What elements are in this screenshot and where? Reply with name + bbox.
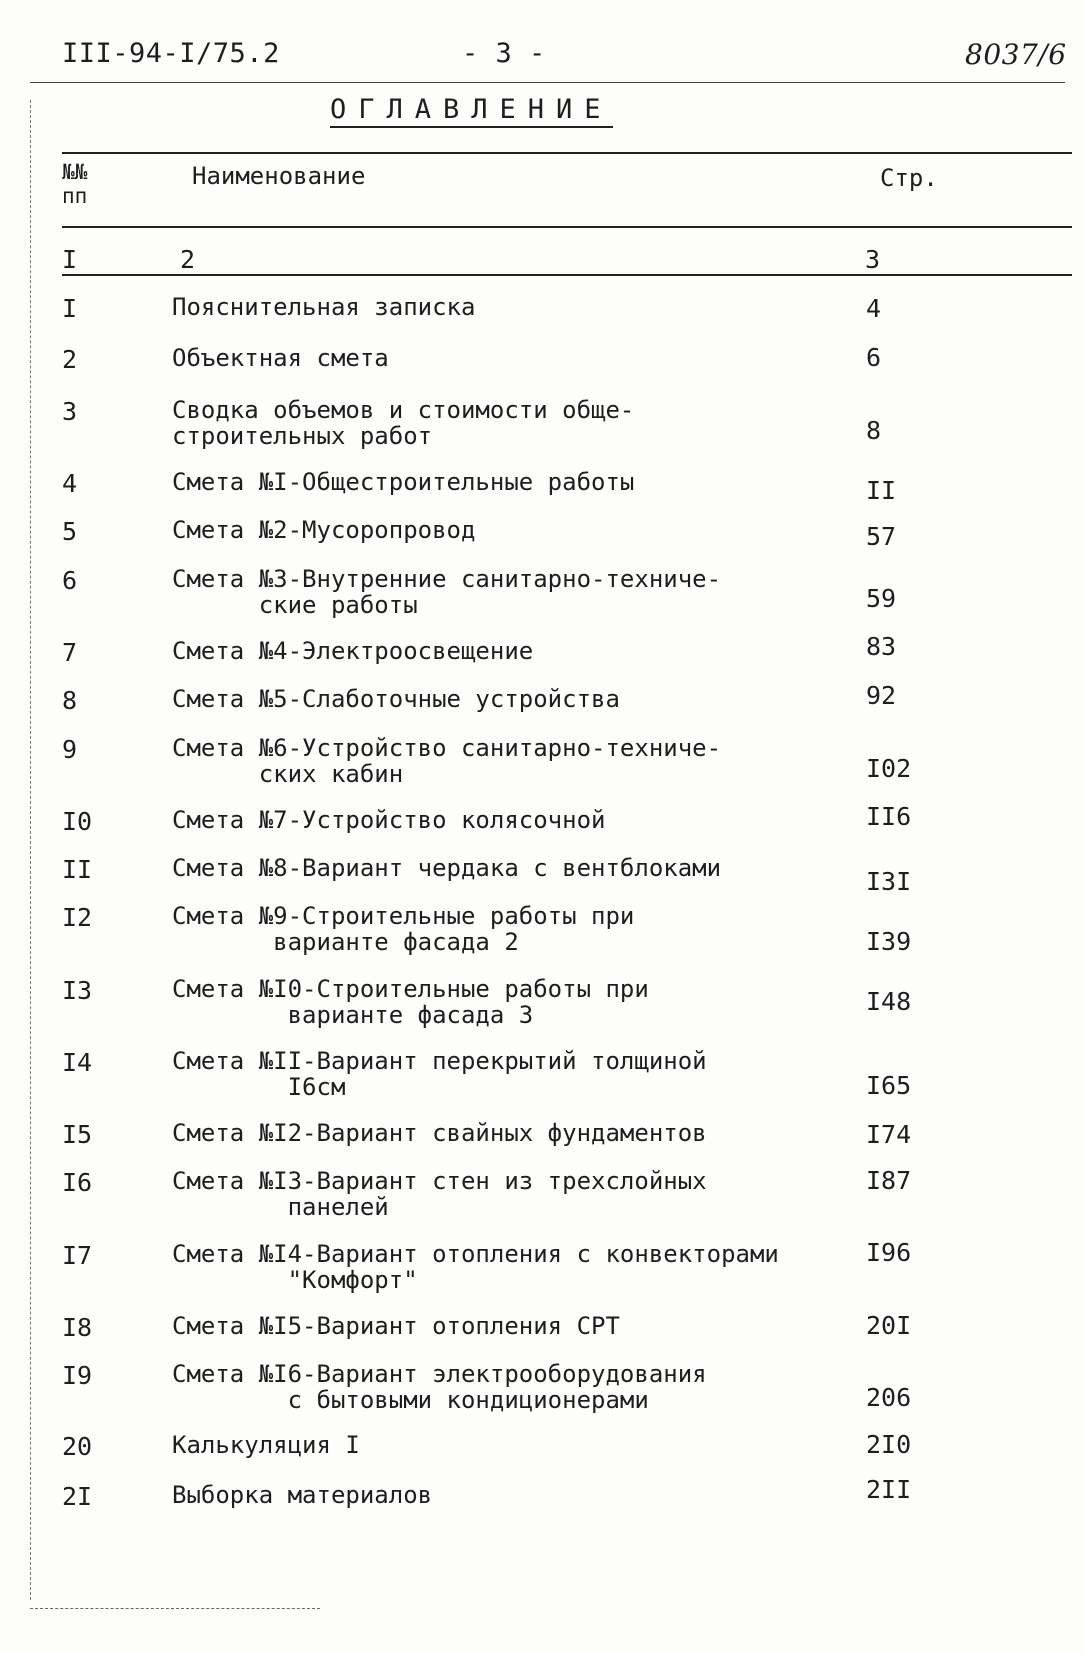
column-header-name: Наименование [192, 162, 366, 190]
row-number: 6 [62, 566, 78, 595]
document-code: III-94-I/75.2 [62, 38, 280, 69]
row-number: I7 [62, 1241, 93, 1270]
row-page: 59 [866, 584, 897, 613]
row-title: Сводка объемов и стоимости обще- строительных работ [172, 396, 635, 450]
column-index-2: 2 [180, 245, 196, 274]
row-page: 20I [866, 1311, 912, 1340]
column-header-page: Стр. [880, 164, 938, 192]
row-number: 2I [62, 1482, 93, 1511]
row-page: II6 [866, 802, 912, 831]
row-title: Смета №I4-Вариант отопления с конвекторами "Комфорт" [172, 1240, 779, 1294]
column-header-number: №№ пп [62, 160, 88, 208]
row-page: 2II [866, 1475, 912, 1504]
row-title: Смета №6-Устройство санитарно-техниче- ских кабин [172, 734, 722, 788]
row-title: Смета №3-Внутренние санитарно-техниче- ские работы [172, 565, 722, 619]
row-number: I3 [62, 976, 93, 1005]
row-number: I5 [62, 1120, 93, 1149]
row-number: 8 [62, 686, 78, 715]
row-title: Смета №I3-Вариант стен из трехслойных панелей [172, 1167, 707, 1221]
row-title: Смета №2-Мусоропровод [172, 516, 476, 544]
row-page: I02 [866, 754, 912, 783]
inventory-number: 8037/6 [965, 38, 1067, 71]
row-title: Смета №8-Вариант чердака с вентблоками [172, 854, 722, 882]
header-line [30, 82, 1065, 83]
row-title: Смета №II-Вариант перекрытий толщиной I6см [172, 1047, 707, 1101]
column-index-3: 3 [865, 245, 881, 274]
row-page: 8 [866, 416, 882, 445]
row-title: Смета №I6-Вариант электрооборудования с бытовыми кондиционерами [172, 1360, 707, 1414]
row-page: II [866, 476, 897, 505]
row-number: 3 [62, 397, 78, 426]
left-margin-mark [30, 100, 31, 1600]
row-title: Объектная смета [172, 344, 389, 372]
row-page: 206 [866, 1383, 912, 1412]
row-number: I [62, 294, 78, 323]
row-page: I87 [866, 1166, 912, 1195]
row-title: Смета №I5-Вариант отопления СРТ [172, 1312, 620, 1340]
index-row-rule [62, 274, 1072, 276]
row-number: II [62, 855, 93, 884]
row-page: 57 [866, 522, 897, 551]
row-title: Смета №I0-Строительные работы при варианте фасада 3 [172, 975, 649, 1029]
row-number: 9 [62, 735, 78, 764]
row-number: I9 [62, 1361, 93, 1390]
row-title: Смета №5-Слаботочные устройства [172, 685, 620, 713]
row-page: 6 [866, 343, 882, 372]
row-page: 2I0 [866, 1430, 912, 1459]
row-number: 7 [62, 638, 78, 667]
row-page: I65 [866, 1071, 912, 1100]
row-number: I6 [62, 1168, 93, 1197]
row-page: 4 [866, 294, 882, 323]
row-page: 83 [866, 632, 897, 661]
row-title: Пояснительная записка [172, 293, 476, 321]
row-number: I8 [62, 1313, 93, 1342]
table-top-rule [62, 152, 1072, 154]
header-bottom-rule [62, 226, 1072, 228]
row-title: Смета №9-Строительные работы при варианте фасада 2 [172, 902, 635, 956]
row-number: I0 [62, 807, 93, 836]
row-page: 92 [866, 681, 897, 710]
bottom-margin-mark [30, 1608, 320, 1609]
row-number: 20 [62, 1432, 93, 1461]
column-index-1: I [62, 245, 78, 274]
row-title: Выборка материалов [172, 1481, 433, 1509]
row-number: I2 [62, 903, 93, 932]
row-number: 2 [62, 345, 78, 374]
page-number: - 3 - [462, 38, 546, 69]
row-page: I48 [866, 987, 912, 1016]
row-number: I4 [62, 1048, 93, 1077]
row-title: Смета №7-Устройство колясочной [172, 806, 606, 834]
row-page: I96 [866, 1238, 912, 1267]
row-number: 5 [62, 517, 78, 546]
row-page: I74 [866, 1120, 912, 1149]
row-title: Смета №4-Электроосвещение [172, 637, 534, 665]
row-number: 4 [62, 469, 78, 498]
row-title: Калькуляция I [172, 1431, 360, 1459]
row-page: I39 [866, 927, 912, 956]
row-page: I3I [866, 867, 912, 896]
row-title: Смета №I2-Вариант свайных фундаментов [172, 1119, 707, 1147]
row-title: Смета №I-Общестроительные работы [172, 468, 635, 496]
page-title: ОГЛАВЛЕНИЕ [330, 94, 613, 128]
